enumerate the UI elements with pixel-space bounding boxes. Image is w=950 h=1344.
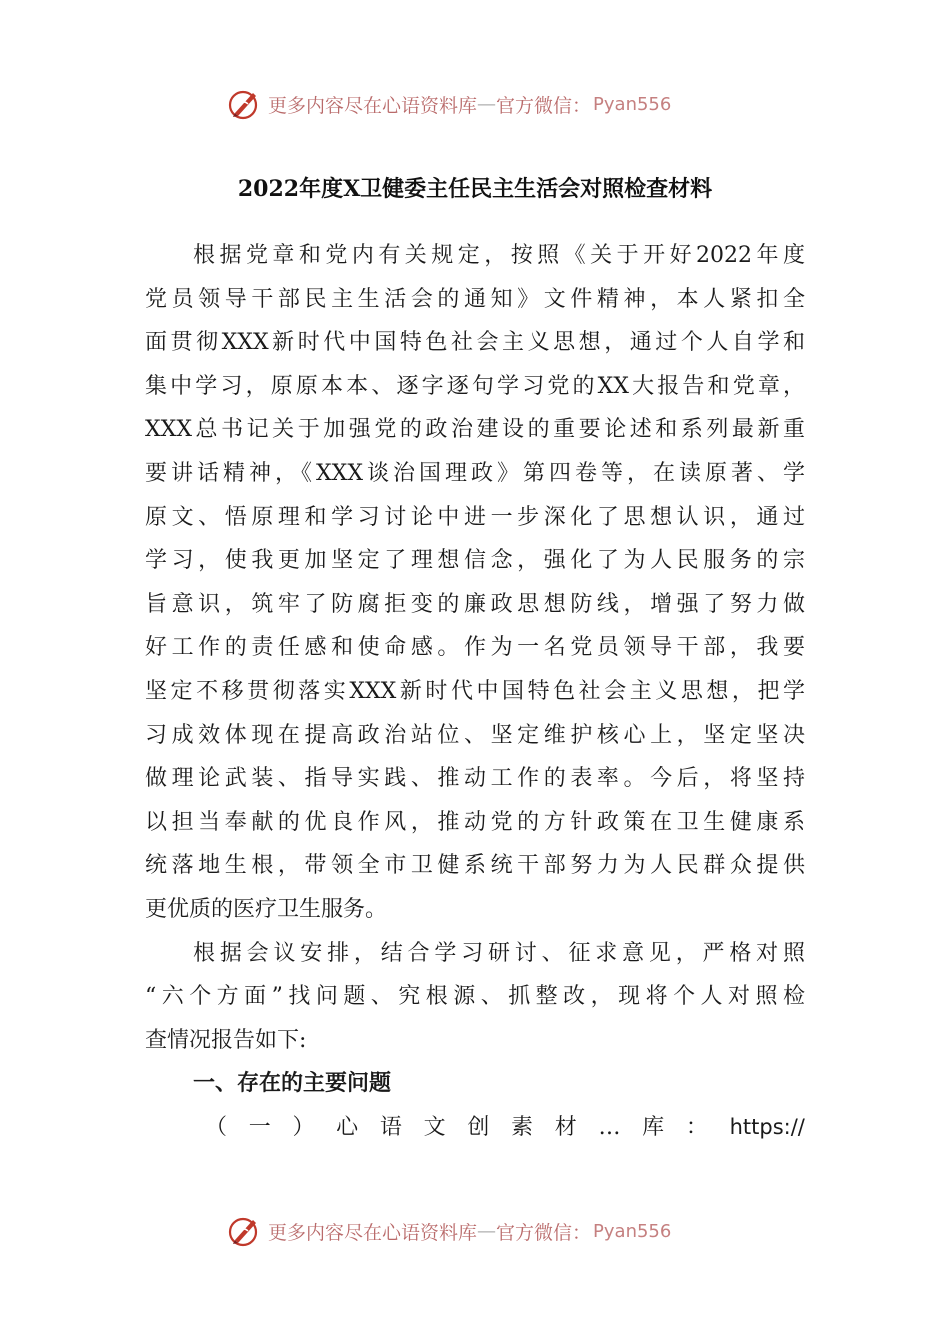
pen-logo-icon: [226, 86, 262, 122]
text-line: 集中学习，原原本本、逐字逐句学习党的XX大报告和党章，: [145, 373, 805, 399]
subheading-line: [145, 1106, 805, 1150]
subheading-char: 创: [467, 1114, 490, 1140]
text-line: “六个方面”找问题、究根源、抓整改，现将个人对照检: [145, 984, 805, 1010]
text-line: 更优质的医疗卫生服务。: [145, 896, 388, 922]
subheading-char: 材: [554, 1114, 577, 1140]
banner-wechat-id: Pyan556: [593, 1220, 672, 1242]
document-title: 2022年度X卫健委主任民主生活会对照检查材料: [237, 176, 713, 202]
text-line: 原文、悟原理和学习讨论中进一步深化了思想认识，通过: [145, 504, 805, 530]
subheading-char: 心: [336, 1114, 359, 1140]
subheading-char: 库: [642, 1114, 665, 1140]
header-banner: [226, 84, 671, 124]
text-line: 根据会议安排，结合学习研讨、征求意见，严格对照: [193, 940, 805, 966]
paragraph-2: [145, 932, 805, 1063]
text-line: 查情况报告如下:: [145, 1027, 307, 1053]
text-line: XXX总书记关于加强党的政治建设的重要论述和系列最新重: [145, 417, 805, 443]
text-line: 根据党章和党内有关规定，按照《关于开好2022年度: [193, 243, 805, 268]
text-line: 习成效体现在提高政治站位、坚定维护核心上，坚定坚决: [145, 722, 805, 748]
text-line: 面贯彻XXX新时代中国特色社会主义思想，通过个人自学和: [145, 330, 805, 356]
text-line: 党员领导干部民主生活会的通知》文件精神，本人紧扣全: [145, 286, 805, 312]
text-line: 以担当奉献的优良作风，推动党的方针政策在卫生健康系: [145, 809, 805, 835]
banner-separator: —: [477, 93, 497, 115]
banner-prefix: 更多内容尽在心语资料库: [268, 1221, 478, 1244]
subheading-char: …: [598, 1114, 621, 1140]
text-line: 要讲话精神，《XXX谈治国理政》第四卷等，在读原著、学: [145, 460, 805, 486]
text-line: 旨意识，筑牢了防腐拒变的廉政思想防线，增强了努力做: [145, 591, 805, 617]
banner-wechat-label: 官方微信：: [496, 1221, 592, 1244]
subheading-char: 语: [379, 1114, 402, 1140]
text-line: 好工作的责任感和使命感。作为一名党员领导干部，我要: [145, 635, 805, 661]
text-line: 做理论武装、指导实践、推动工作的表率。今后，将坚持: [145, 766, 805, 792]
paragraph-1: [145, 234, 805, 932]
subheading-url[interactable]: https://: [729, 1114, 805, 1139]
pen-logo-icon: [226, 1213, 262, 1249]
subheading-char: ）: [292, 1114, 315, 1140]
banner-prefix: 更多内容尽在心语资料库: [268, 94, 478, 117]
subheading-char: （: [205, 1114, 228, 1140]
banner-wechat-label: 官方微信：: [496, 94, 592, 117]
text-line: 坚定不移贯彻落实XXX新时代中国特色社会主义思想，把学: [145, 678, 805, 704]
text-line: 学习，使我更加坚定了理想信念，强化了为人民服务的宗: [145, 548, 805, 574]
subheading-char: 素: [511, 1114, 534, 1140]
text-line: 统落地生根，带领全市卫健系统干部努力为人民群众提供: [145, 853, 805, 879]
subheading-char: 文: [423, 1114, 446, 1140]
footer-banner: [226, 1211, 671, 1251]
section-heading: 一、存在的主要问题: [193, 1070, 392, 1097]
banner-separator: —: [477, 1220, 497, 1242]
subheading-char: 一: [248, 1114, 271, 1140]
subheading-char: ：: [685, 1114, 708, 1140]
document-body: [145, 234, 805, 1149]
banner-wechat-id: Pyan556: [593, 93, 672, 115]
